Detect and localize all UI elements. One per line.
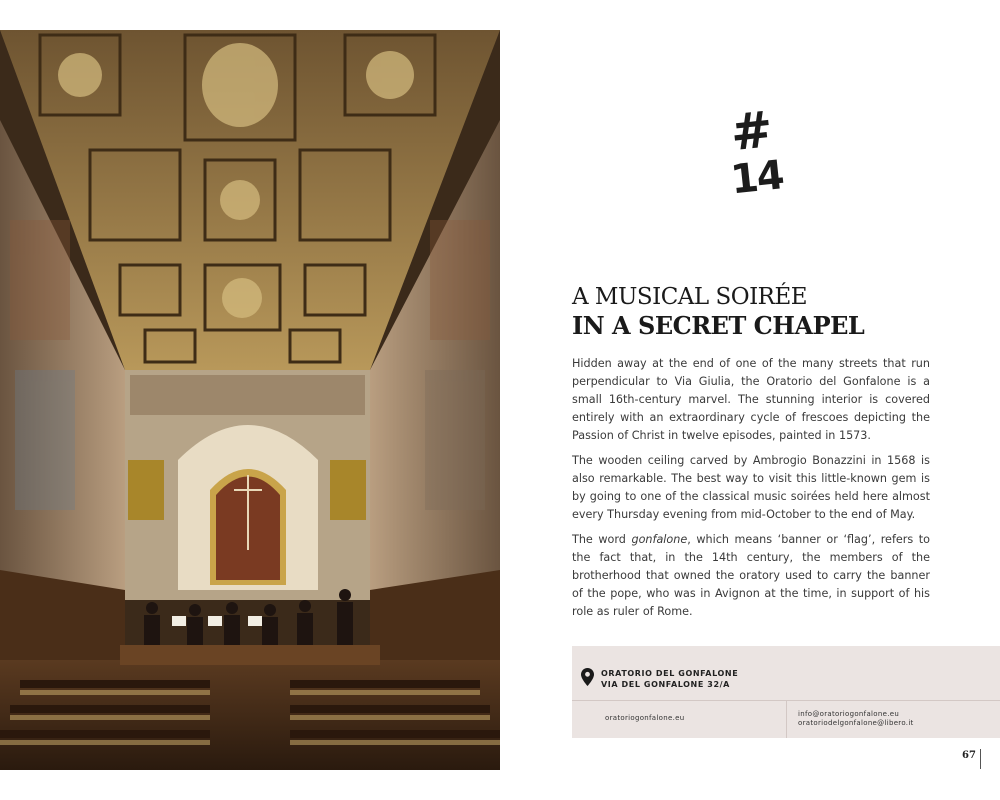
page-number: 67: [962, 750, 976, 761]
article-title: [572, 283, 972, 340]
paragraph-3-rest: , which means ‘banner or ‘flag’, refers to the fact that, in the 14th century, the members of the brotherhood that owned the oratory used to carry the banner of the pope, who was in Avignon at the time, in support of his role as ruler of Rome.: [572, 533, 930, 618]
paragraph-1: Hidden away at the end of one of the many streets that run perpendicular to Via Giulia, the Oratorio del Gonfalone is a small 16th-century marvel. The stunning interior is covered entirely with an extraordinary cycle of frescoes depicting the Passion of Christ in twelve episodes, painted in 1573.: [572, 357, 930, 442]
venue-name: ORATORIO DEL GONFALONE: [601, 669, 739, 678]
email-link-2[interactable]: oratoriodelgonfalone@libero.it: [798, 719, 914, 727]
title-line-1: A MUSICAL SOIRÉE: [572, 284, 808, 310]
map-pin-icon: [581, 668, 594, 690]
email-contacts: [798, 710, 914, 728]
info-box: [572, 646, 1000, 738]
chapter-hash: #: [727, 100, 776, 163]
chapel-photo: [0, 30, 500, 770]
venue-street: VIA DEL GONFALONE 32/A: [601, 680, 730, 689]
chapter-number-value: 14: [728, 152, 785, 204]
venue-address: [601, 668, 738, 690]
paragraph-3-italic: gonfalone: [631, 533, 688, 546]
paragraph-3: [572, 531, 930, 621]
chapter-number: [717, 100, 790, 204]
article-body: [572, 355, 930, 628]
paragraph-2: The wooden ceiling carved by Ambrogio Bonazzini in 1568 is also remarkable. The best way to visit this little-known gem is by going to one of the classical music soirées held here almost every Thursday evening from mid-October to the end of May.: [572, 454, 930, 521]
info-divider-vertical: [786, 700, 787, 738]
paragraph-3-start: The word: [572, 533, 632, 546]
page-number-rule: [980, 749, 981, 769]
title-line-2: IN A SECRET CHAPEL: [572, 311, 865, 340]
email-link-1[interactable]: info@oratoriogonfalone.eu: [798, 710, 900, 718]
website-link[interactable]: oratoriogonfalone.eu: [605, 714, 685, 722]
